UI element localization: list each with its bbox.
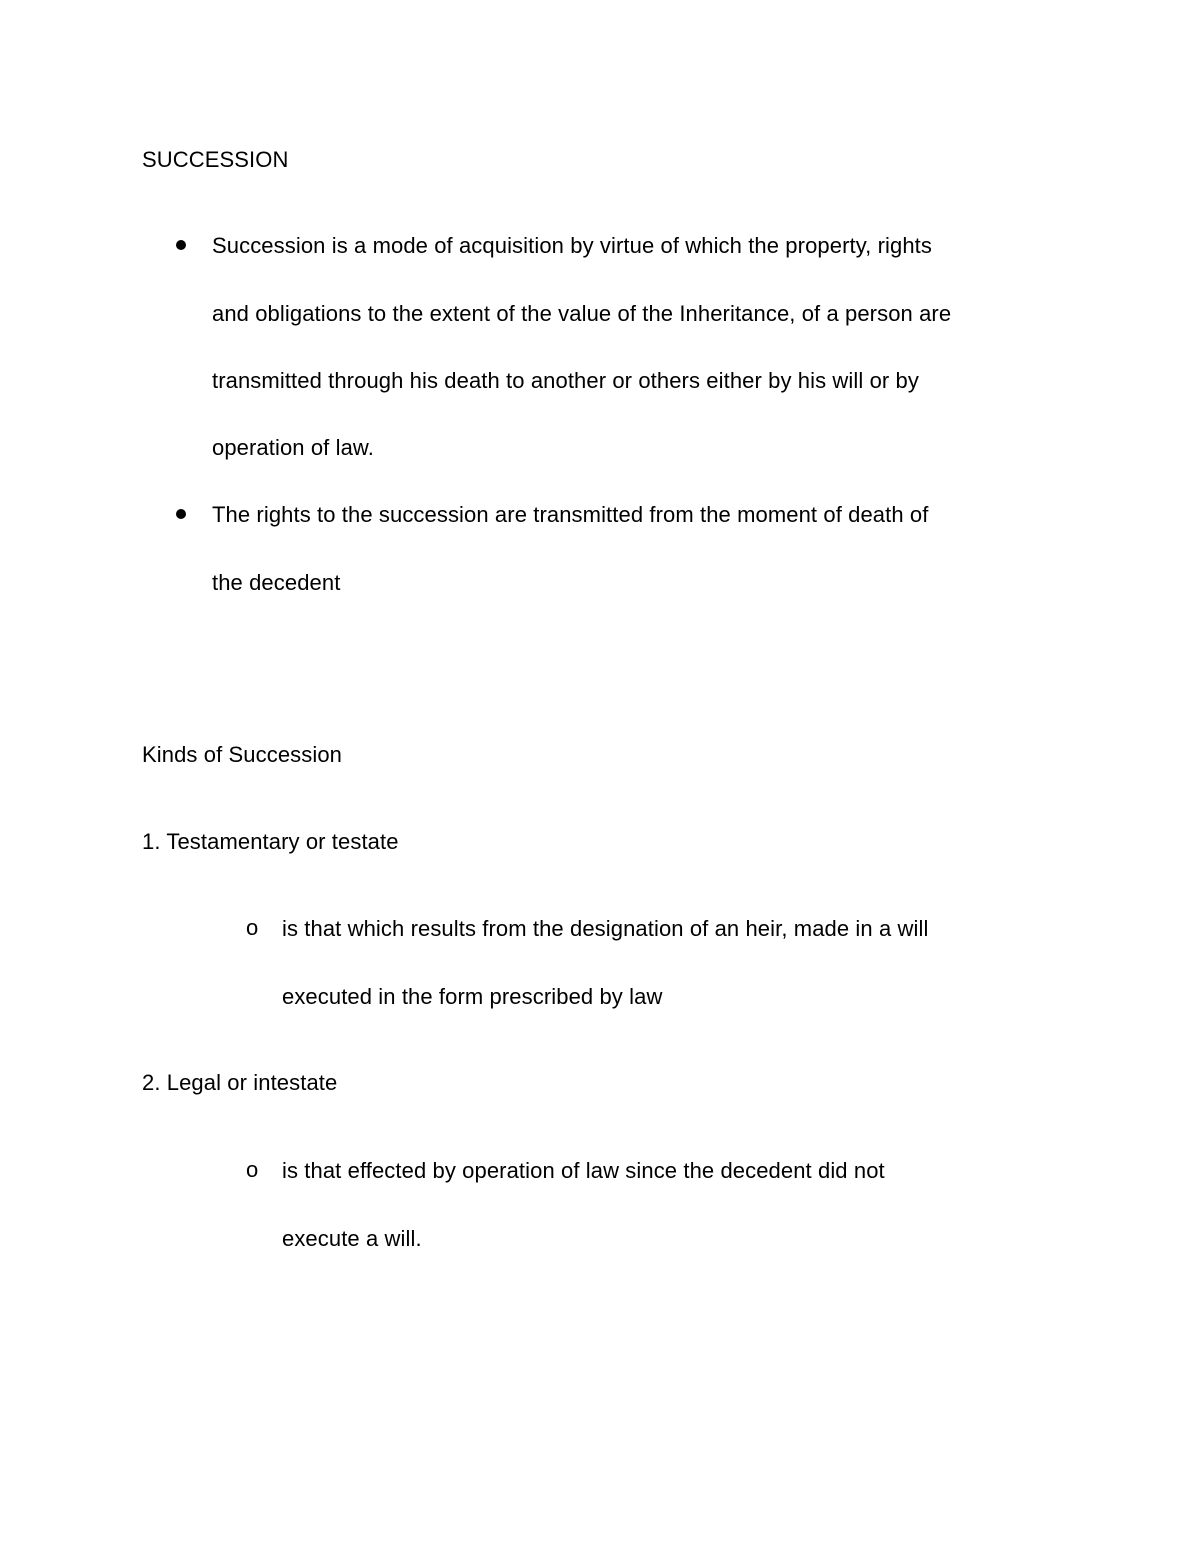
bullet-2-line-1: The rights to the succession are transmitted from the moment of death of	[212, 502, 929, 527]
kind-1-label: 1. Testamentary or testate	[142, 829, 399, 854]
bullet-1-line-4: operation of law.	[212, 435, 374, 460]
circle-bullet-icon: o	[246, 915, 259, 940]
page-title: SUCCESSION	[142, 147, 289, 172]
bullet-dot-icon	[176, 240, 186, 250]
kind-2-desc-line-2: execute a will.	[282, 1226, 422, 1251]
kind-1-desc-line-1: is that which results from the designation of an heir, made in a will	[282, 916, 929, 941]
kind-1-desc-line-2: executed in the form prescribed by law	[282, 984, 663, 1009]
circle-bullet-icon: o	[246, 1157, 259, 1182]
bullet-dot-icon	[176, 509, 186, 519]
bullet-1-line-3: transmitted through his death to another or others either by his will or by	[212, 368, 919, 393]
bullet-2-line-2: the decedent	[212, 570, 341, 595]
bullet-1-line-2: and obligations to the extent of the value of the Inheritance, of a person are	[212, 301, 952, 326]
bullet-1-line-1: Succession is a mode of acquisition by virtue of which the property, rights	[212, 233, 932, 258]
kinds-heading: Kinds of Succession	[142, 742, 343, 767]
kind-2-label: 2. Legal or intestate	[142, 1070, 338, 1095]
kind-2-desc-line-1: is that effected by operation of law since the decedent did not	[282, 1158, 885, 1183]
